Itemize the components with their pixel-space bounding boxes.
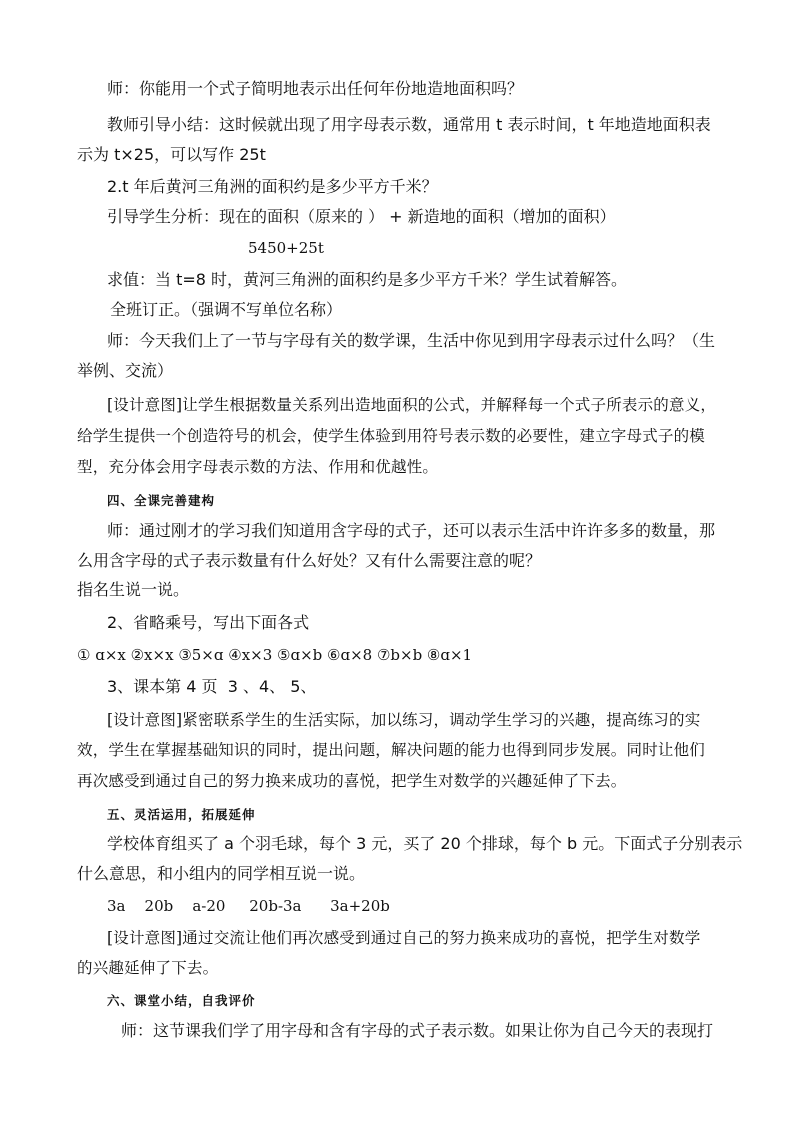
paragraph-line: 什么意思，和小组内的同学相互说一说。 xyxy=(77,864,366,883)
paragraph-line: 师：这节课我们学了用字母和含有字母的式子表示数。如果让你为自己今天的表现打 xyxy=(121,1021,714,1040)
paragraph-line: 全班订正。（强调不写单位名称） xyxy=(110,300,343,319)
paragraph-line: 引导学生分析：现在的面积（原来的 ） + 新造地的面积（增加的面积） xyxy=(107,207,616,226)
paragraph-line: 3、课本第 4 页 3 、4、 5、 xyxy=(107,677,317,696)
paragraph-line: 师：今天我们上了一节与字母有关的数学课，生活中你见到用字母表示过什么吗？（生 xyxy=(107,331,716,350)
design-intent-line: 型，充分体会用字母表示数的方法、作用和优越性。 xyxy=(77,458,439,476)
paragraph-line: 学校体育组买了 a 个羽毛球，每个 3 元，买了 20 个排球，每个 b 元。下面式子分别表示 xyxy=(107,834,743,853)
expressions-line: 3a 20b a-20 20b-3a 3a+20b xyxy=(107,897,390,915)
paragraph-line: 指名生说一说。 xyxy=(77,580,190,599)
design-intent-line: [设计意图]让学生根据数量关系列出造地面积的公式，并解释每一个式子所表示的意义， xyxy=(107,396,717,414)
paragraph-line: 举例、交流） xyxy=(77,361,174,380)
paragraph-line: 2.t 年后黄河三角洲的面积约是多少平方千米？ xyxy=(107,177,438,196)
design-intent-line: [设计意图]通过交流让他们再次感受到通过自己的努力换来成功的喜悦，把学生对数学 xyxy=(107,929,701,947)
formula-line: 5450+25t xyxy=(248,239,324,257)
paragraph-line: 么用含字母的式子表示数量有什么好处？又有什么需要注意的呢？ xyxy=(77,551,542,570)
design-intent-line: [设计意图]紧密联系学生的生活实际，加以练习，调动学生学习的兴趣，提高练习的实 xyxy=(107,711,701,729)
design-intent-line: 效，学生在掌握基础知识的同时，提出问题，解决问题的能力也得到同步发展。同时让他们 xyxy=(77,741,706,759)
section-heading: 六、课堂小结，自我评价 xyxy=(107,993,256,1008)
section-heading: 四、全课完善建构 xyxy=(107,493,216,508)
paragraph-line: 2、省略乘号，写出下面各式 xyxy=(107,613,310,632)
design-intent-line: 的兴趣延伸了下去。 xyxy=(77,959,219,977)
paragraph-line: 教师引导小结：这时候就出现了用字母表示数，通常用 t 表示时间，t 年地造地面积表 xyxy=(107,115,711,134)
exercise-list: ① ɑ×x ②x×x ③5×ɑ ④x×3 ⑤ɑ×b ⑥ɑ×8 ⑦b×b ⑧ɑ×1 xyxy=(77,646,473,664)
section-heading: 五、灵活运用，拓展延伸 xyxy=(107,807,256,822)
paragraph-line: 示为 t×25，可以写作 25t xyxy=(77,145,266,164)
design-intent-line: 给学生提供一个创造符号的机会，使学生体验到用符号表示数的必要性，建立字母式子的模 xyxy=(77,427,706,445)
paragraph-line: 求值：当 t=8 时，黄河三角洲的面积约是多少平方千米？学生试着解答。 xyxy=(107,270,628,289)
paragraph-line: 师：你能用一个式子简明地表示出任何年份地造地面积吗？ xyxy=(107,79,524,98)
design-intent-line: 再次感受到通过自己的努力换来成功的喜悦，把学生对数学的兴趣延伸了下去。 xyxy=(77,772,627,790)
paragraph-line: 师：通过刚才的学习我们知道用含字母的式子，还可以表示生活中许许多多的数量，那 xyxy=(107,521,716,540)
